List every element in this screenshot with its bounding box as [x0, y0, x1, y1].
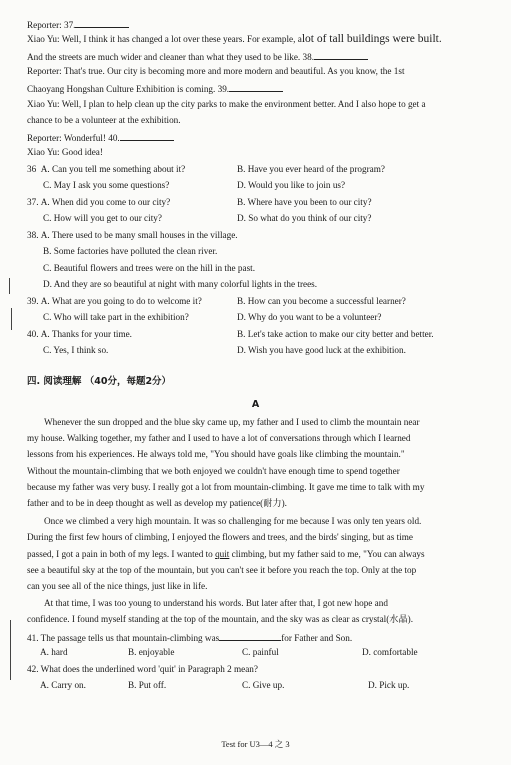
- dialogue-text: Reporter: 37.: [27, 20, 76, 30]
- option-d: D. comfortable: [362, 647, 418, 657]
- dialogue-line-39: [27, 83, 283, 94]
- passage-line: because my father was very busy. I really got a lot from mountain-climbing. It gave me time to talk with my: [27, 482, 425, 492]
- question-number: 38.: [27, 230, 39, 240]
- option-b: B. How can you become a successful learner?: [237, 296, 406, 306]
- option-d: D. Wish you have good luck at the exhibition.: [237, 345, 406, 355]
- option-b: B. Some factories have polluted the clean river.: [43, 246, 218, 256]
- option-b: B. enjoyable: [128, 647, 175, 657]
- passage-line: Without the mountain-climbing that we both enjoyed we couldn't have enough time to spend together: [27, 466, 400, 476]
- scan-mark: [10, 620, 11, 680]
- dialogue-line: [27, 67, 405, 76]
- option-b: B. Let's take action to make our city better and better.: [237, 329, 434, 339]
- option-b: B. Have you ever heard of the program?: [237, 164, 385, 174]
- answer-blank-38: [314, 51, 368, 60]
- answer-blank-37: [75, 19, 129, 28]
- question-number: 37.: [27, 197, 39, 207]
- passage-line: lessons from his experiences. He always told me, "You should have goals like climbing the mountain.": [27, 449, 405, 459]
- dialogue-text: And the streets are much wider and cleaner than what they used to be like. 38.: [27, 52, 315, 62]
- dialogue-text: Xiao Yu: Well, I plan to help clean up the city parks to make the environment better. And I also hope to get a: [27, 99, 426, 109]
- dialogue-text: Reporter: Wonderful! 40.: [27, 133, 120, 143]
- option-c: C. Give up.: [242, 680, 285, 690]
- passage-line: confidence. I found myself standing at the top of the mountain, and the sky was as clear as crystal(水晶).: [27, 614, 414, 624]
- option-c: C. Beautiful flowers and trees were on the hill in the past.: [43, 263, 256, 273]
- option-d: D. So what do you think of our city?: [237, 213, 372, 223]
- option-c: C. May I ask you some questions?: [43, 180, 170, 190]
- option-a: A. Thanks for your time.: [40, 329, 132, 339]
- passage-line: father and to be in deep thought as well as develop my patience(耐力).: [27, 498, 287, 508]
- option-a: A. hard: [40, 647, 68, 657]
- question-40: [27, 330, 132, 339]
- question-37: [27, 198, 170, 207]
- question-41: [27, 632, 352, 643]
- passage-line: During the first few hours of climbing, I enjoyed the flowers and trees, and the birds' singing, but as time: [27, 532, 413, 542]
- question-stem: 41. The passage tells us that mountain-climbing was: [27, 633, 220, 643]
- option-c: C. Who will take part in the exhibition?: [43, 312, 189, 322]
- dialogue-text: Chaoyang Hongshan Culture Exhibition is coming. 39.: [27, 84, 230, 94]
- section-title: 四. 阅读理解 （40分，每题2分）: [27, 376, 172, 387]
- option-c: C. Yes, I think so.: [43, 345, 109, 355]
- passage-line: [27, 550, 425, 559]
- dialogue-text-large: lot of tall buildings were built.: [301, 33, 442, 45]
- dialogue-line: [27, 100, 426, 109]
- passage-text: climbing, but my father said to me, "You can always: [229, 549, 425, 559]
- option-a: A. When did you come to our city?: [40, 197, 171, 207]
- question-38: [27, 231, 238, 240]
- question-number: 36: [27, 164, 37, 174]
- answer-blank-40: [120, 132, 174, 141]
- dialogue-line: [27, 116, 181, 125]
- passage-text: passed, I got a pain in both of my legs. I wanted to: [27, 549, 216, 559]
- passage-line: At that time, I was too young to understand his words. But later after that, I got new hope and: [44, 598, 388, 608]
- option-a: A. What are you going to do to welcome it?: [40, 296, 202, 306]
- option-c: C. painful: [242, 647, 279, 657]
- option-b: B. Put off.: [128, 680, 167, 690]
- answer-blank-39: [229, 83, 283, 92]
- question-36: [27, 165, 185, 174]
- dialogue-text: Reporter: That's true. Our city is becoming more and more modern and beautiful. As you know, the 1st: [27, 66, 405, 76]
- dialogue-line: [27, 148, 103, 157]
- passage-line: my house. Walking together, my father and I used to have a lot of conversations through which I learned: [27, 433, 411, 443]
- page-footer: Test for U3—4 之 3: [221, 739, 290, 749]
- passage-line: can you see all of the nice things, just like in life.: [27, 581, 208, 591]
- option-a: A. Can you tell me something about it?: [40, 164, 186, 174]
- dialogue-line: [27, 34, 442, 46]
- dialogue-text: Xiao Yu: Good idea!: [27, 147, 103, 157]
- question-42: 42. What does the underlined word 'quit' in Paragraph 2 mean?: [27, 664, 258, 674]
- option-d: D. Would you like to join us?: [237, 180, 346, 190]
- option-d: D. Why do you want to be a volunteer?: [237, 312, 382, 322]
- question-39: [27, 297, 202, 306]
- option-c: C. How will you get to our city?: [43, 213, 162, 223]
- question-stem: for Father and Son.: [281, 633, 353, 643]
- option-a: A. Carry on.: [40, 680, 86, 690]
- question-number: 40.: [27, 329, 39, 339]
- underlined-word: quit: [215, 549, 230, 559]
- passage-line: see a beautiful sky at the top of the mountain, but you can't see it before you reach the top. Only at the top: [27, 565, 417, 575]
- scan-mark: [11, 308, 12, 330]
- passage-letter: A: [251, 399, 260, 410]
- question-number: 39.: [27, 296, 39, 306]
- option-d: D. And they are so beautiful at night with many colorful lights in the trees.: [43, 279, 318, 289]
- answer-blank-41: [219, 632, 281, 641]
- passage-line: Whenever the sun dropped and the blue sky came up, my father and I used to climb the mountain near: [44, 417, 420, 427]
- dialogue-line-37: [27, 19, 129, 30]
- dialogue-line-40: [27, 132, 174, 143]
- scan-mark: [9, 278, 10, 294]
- option-d: D. Pick up.: [368, 680, 410, 690]
- dialogue-text: chance to be a volunteer at the exhibition.: [27, 115, 181, 125]
- option-a: A. There used to be many small houses in the village.: [40, 230, 238, 240]
- passage-line: Once we climbed a very high mountain. It was so challenging for me because I was only ten years old.: [44, 516, 422, 526]
- option-b: B. Where have you been to our city?: [237, 197, 372, 207]
- dialogue-line-38: [27, 51, 368, 62]
- dialogue-text: Xiao Yu: Well, I think it has changed a lot over these years. For example, a: [27, 34, 302, 44]
